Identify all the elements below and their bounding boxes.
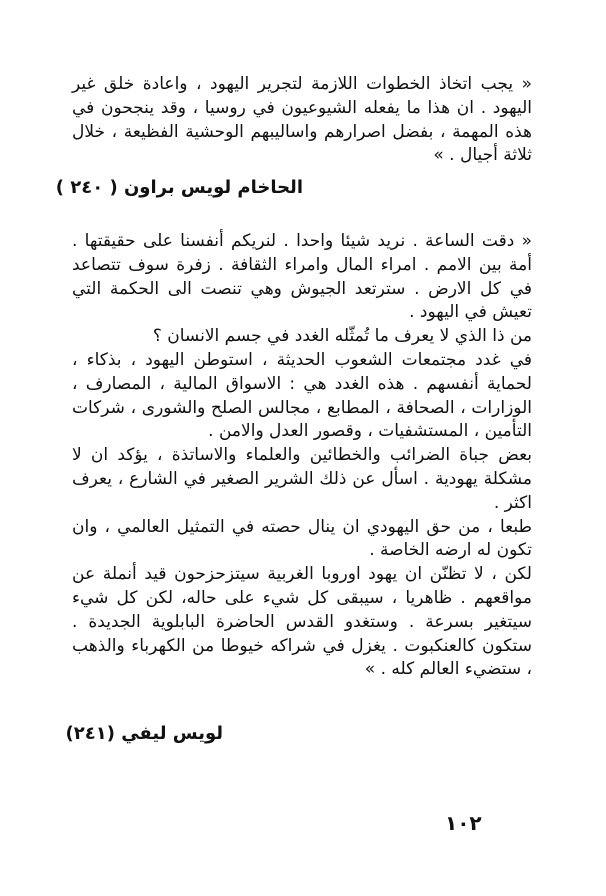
quote-2 xyxy=(72,230,532,682)
quote-1 xyxy=(72,73,532,168)
quote-2-paragraph: في غدد مجتمعات الشعوب الحديثة ، استوطن اليهود ، بذكاء ، لحماية أنفسهم . هذه الغدد هي : الاسواق المالية ، المصارف ، الوزارات ، الصحافة ، المطابع ، مجالس الصلح والشورى ، شركات التأمين ، المستشفيات ، وقصور العدل والامن . xyxy=(72,349,532,442)
quote-2-paragraph: « دقت الساعة . نريد شيئا واحدا . لنريكم أنفسنا على حقيقتها . أمة بين الامم . امراء المال وامراء الثقافة . زفرة سوف تتصاعد في كل الارض . سترتعد الجيوش وهي تنصت الى الحكمة التي تعيش في اليهود . xyxy=(72,231,532,323)
quote-2-paragraph: لكن ، لا تظنّن ان يهود اوروبا الغربية سيتزحزحون قيد أنملة عن مواقعهم . ظاهريا ، سيبقى كل شيء على حاله، لكن كل شيء سيتغير بسرعة . وستغدو القدس الحاضرة البابلوية الجديدة . ستكون كالعنكبوت . يغزل في شراكه خيوطا من الكهرباء والذهب ، ستضيء العالم كله . » xyxy=(72,564,532,680)
page-number: ١٠٢ xyxy=(445,811,482,835)
quote-2-paragraph: طبعا ، من حق اليهودي ان ينال حصته في التمثيل العالمي ، وان تكون له ارضه الخاصة . xyxy=(72,516,532,561)
quote-2-paragraph: من ذا الذي لا يعرف ما تُمثّله الغدد في جسم الانسان ؟ xyxy=(152,326,532,347)
quote-1-text: « يجب اتخاذ الخطوات اللازمة لتجرير اليهود ، واعادة خلق غير اليهود . ان هذا ما يفعله الشيوعيون في روسيا ، وقد ينجحون في هذه المهمة ، بفضل اصرارهم واساليبهم الوحشية الفظيعة ، خلال ثلاثة أجيال . » xyxy=(72,74,532,166)
attribution-1: الحاخام لويس براون ( ٢٤٠ ) xyxy=(55,177,303,198)
attribution-2: لويس ليفي (٢٤١) xyxy=(65,723,223,744)
quote-2-paragraph: بعض جباة الضرائب والخطائين والعلماء والاساتذة ، يؤكد ان لا مشكلة يهودية . اسأل عن ذلك الشرير الصغير في الشارع ، يعرف اكثر . xyxy=(72,445,532,513)
